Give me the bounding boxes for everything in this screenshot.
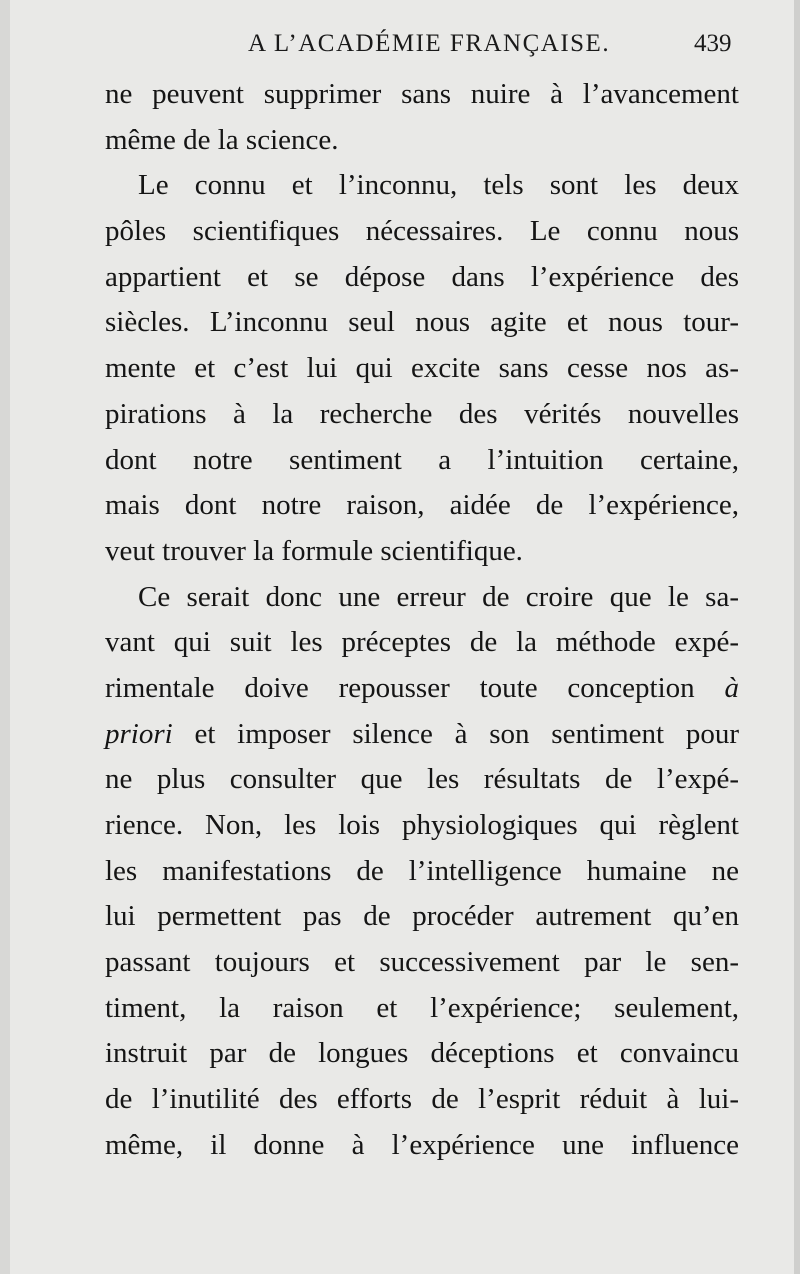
text-line: mais dont notre raison, aidée de l’expérience,	[105, 489, 739, 522]
text-line-mixed	[105, 712, 739, 758]
paragraph-1	[105, 72, 739, 163]
text-line: ne peuvent supprimer sans nuire à l’avancement	[105, 78, 739, 110]
page-number: 439	[694, 30, 732, 57]
italic-word: priori	[105, 717, 173, 750]
text-line: même, il donne à l’expérience une influence	[105, 1128, 739, 1161]
text-line: même de la science.	[105, 123, 339, 156]
text-line: Le connu et l’inconnu, tels sont les deux	[138, 169, 739, 202]
page-left-edge	[0, 0, 10, 1274]
text-line-mixed	[105, 666, 739, 712]
text-line: vant qui suit les préceptes de la méthode expé-	[105, 626, 739, 659]
text-segment: rimentale doive repousser toute conception	[105, 671, 725, 704]
italic-word: à	[724, 671, 739, 704]
text-line: lui permettent pas de procéder autrement qu’en	[105, 900, 739, 933]
text-line: veut trouver la formule scientifique.	[105, 534, 523, 567]
paragraph-2	[105, 163, 739, 574]
text-line: siècles. L’inconnu seul nous agite et nous tour-	[105, 306, 739, 339]
text-line: appartient et se dépose dans l’expérience des	[105, 260, 739, 293]
text-line: ne plus consulter que les résultats de l’expé-	[105, 763, 739, 796]
page-right-edge	[794, 0, 800, 1274]
text-line: passant toujours et successivement par le sen-	[105, 946, 739, 979]
body-text	[105, 72, 739, 1169]
paragraph-3	[105, 575, 739, 1169]
text-line: instruit par de longues déceptions et convaincu	[105, 1037, 739, 1070]
text-line: dont notre sentiment a l’intuition certaine,	[105, 443, 739, 476]
text-line: timent, la raison et l’expérience; seulement,	[105, 991, 739, 1024]
text-line: mente et c’est lui qui excite sans cesse nos as-	[105, 352, 739, 385]
text-line: de l’inutilité des efforts de l’esprit réduit à lui-	[105, 1083, 739, 1116]
text-line: pôles scientifiques nécessaires. Le connu nous	[105, 215, 739, 248]
running-title: A L’ACADÉMIE FRANÇAISE.	[248, 30, 611, 57]
text-line: Ce serait donc une erreur de croire que le sa-	[138, 580, 739, 613]
text-line: rience. Non, les lois physiologiques qui règlent	[105, 809, 739, 841]
text-line: les manifestations de l’intelligence humaine ne	[105, 854, 739, 887]
text-line: pirations à la recherche des vérités nouvelles	[105, 397, 739, 430]
running-head	[0, 30, 800, 62]
text-segment: et imposer silence à son sentiment pour	[172, 717, 739, 750]
